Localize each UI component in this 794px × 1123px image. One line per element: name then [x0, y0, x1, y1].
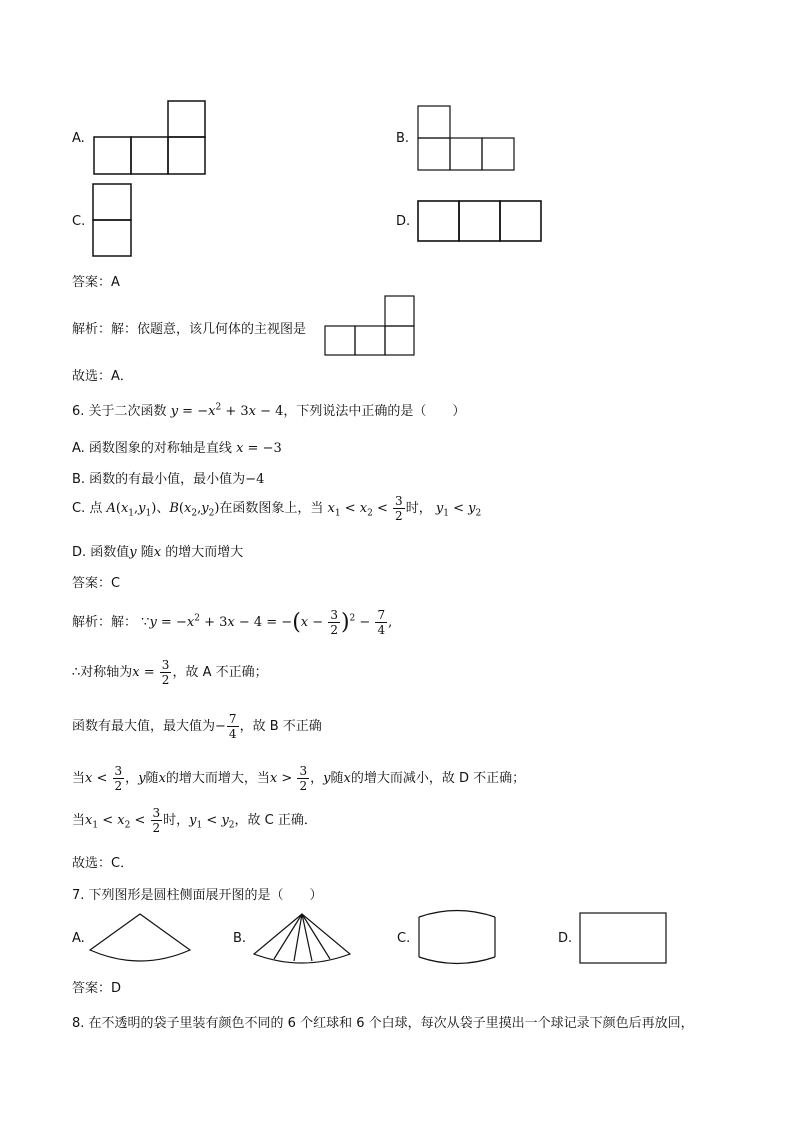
q5-choose: 故选：A． — [72, 369, 133, 384]
q7-option-b-label: B. — [233, 931, 247, 946]
q5-analysis-figure — [324, 295, 416, 357]
q5-option-b-label: B. — [396, 131, 410, 146]
q7-stem: 7. 下列图形是圆柱侧面展开图的是（ ） — [72, 888, 323, 903]
q6-option-a: A. 函数图象的对称轴是直线 x = −3 — [72, 441, 282, 456]
q7-option-d-label: D. — [558, 931, 573, 946]
q7-option-c-label: C. — [397, 931, 411, 946]
q5-analysis: 解析：解：依题意，该几何体的主视图是 — [72, 322, 307, 337]
q6-analysis: 解析：解： ∵y = $-x^2 + 3x - 4 = -(x$ − $\frac{3}{2}$ )$^2$ − $\frac{7}{4}$ , — [72, 608, 393, 637]
q5-option-c-figure — [92, 183, 134, 259]
q7-option-a-sector — [88, 912, 192, 964]
q5-answer: 答案：A — [72, 275, 120, 290]
q7-option-c-barrel — [416, 907, 500, 969]
q5-option-d-figure — [417, 200, 545, 244]
q5-option-d-label: D. — [396, 214, 411, 229]
q6-choose: 故选：C． — [72, 856, 134, 871]
q6-line1: ∴对称轴为x = $\frac{3}{2}$ ，故 A 不正确； — [72, 658, 268, 687]
q7-option-b-fan — [252, 912, 352, 964]
q7-option-a-label: A. — [72, 931, 85, 946]
q6-line4: 当$x_1 < x_2$ < $\frac{3}{2}$ 时，$y_1 < y_2$，故 C 正确． — [72, 806, 317, 835]
q5-option-c-label: C. — [72, 214, 86, 229]
q7-option-d-rectangle — [579, 912, 669, 966]
q6-stem: 6. 关于二次函数 $y = -x^2 + 3x - 4$，下列说法中正确的是（ ） — [72, 402, 466, 419]
q6-stem-function: y — [170, 404, 179, 419]
q7-answer: 答案：D — [72, 981, 122, 996]
q8-stem: 8. 在不透明的袋子里装有颜色不同的 6 个红球和 6 个白球，每次从袋子里摸出一个球记录下颜色后再放回， — [72, 1016, 694, 1031]
q5-option-b-figure — [417, 105, 517, 171]
q5-option-a-figure — [93, 100, 208, 176]
q6-option-b: B. 函数的有最小值，最小值为−4 — [72, 472, 265, 487]
q5-option-a-label: A. — [72, 131, 85, 146]
q6-line2: 函数有最大值，最大值为− $\frac{7}{4}$ ，故 B 不正确 — [72, 712, 322, 741]
q6-option-d: D. 函数值y 随x 的增大而增大 — [72, 545, 244, 560]
q6-answer: 答案：C — [72, 576, 121, 591]
q6-line3: 当x < $\frac{3}{2}$ ，y随x的增大而增大，当x > $\frac{3}{2}$ ，y随x的增大而减小，故 D 不正确； — [72, 764, 526, 793]
q6-option-c: C. 点 $A(x_1,y_1)$、$B(x_2,y_2)$在函数图象上，当 $x_1 < x_2$ < $\frac{3}{2}$ 时， $y_1 < y_2$ — [72, 494, 482, 523]
